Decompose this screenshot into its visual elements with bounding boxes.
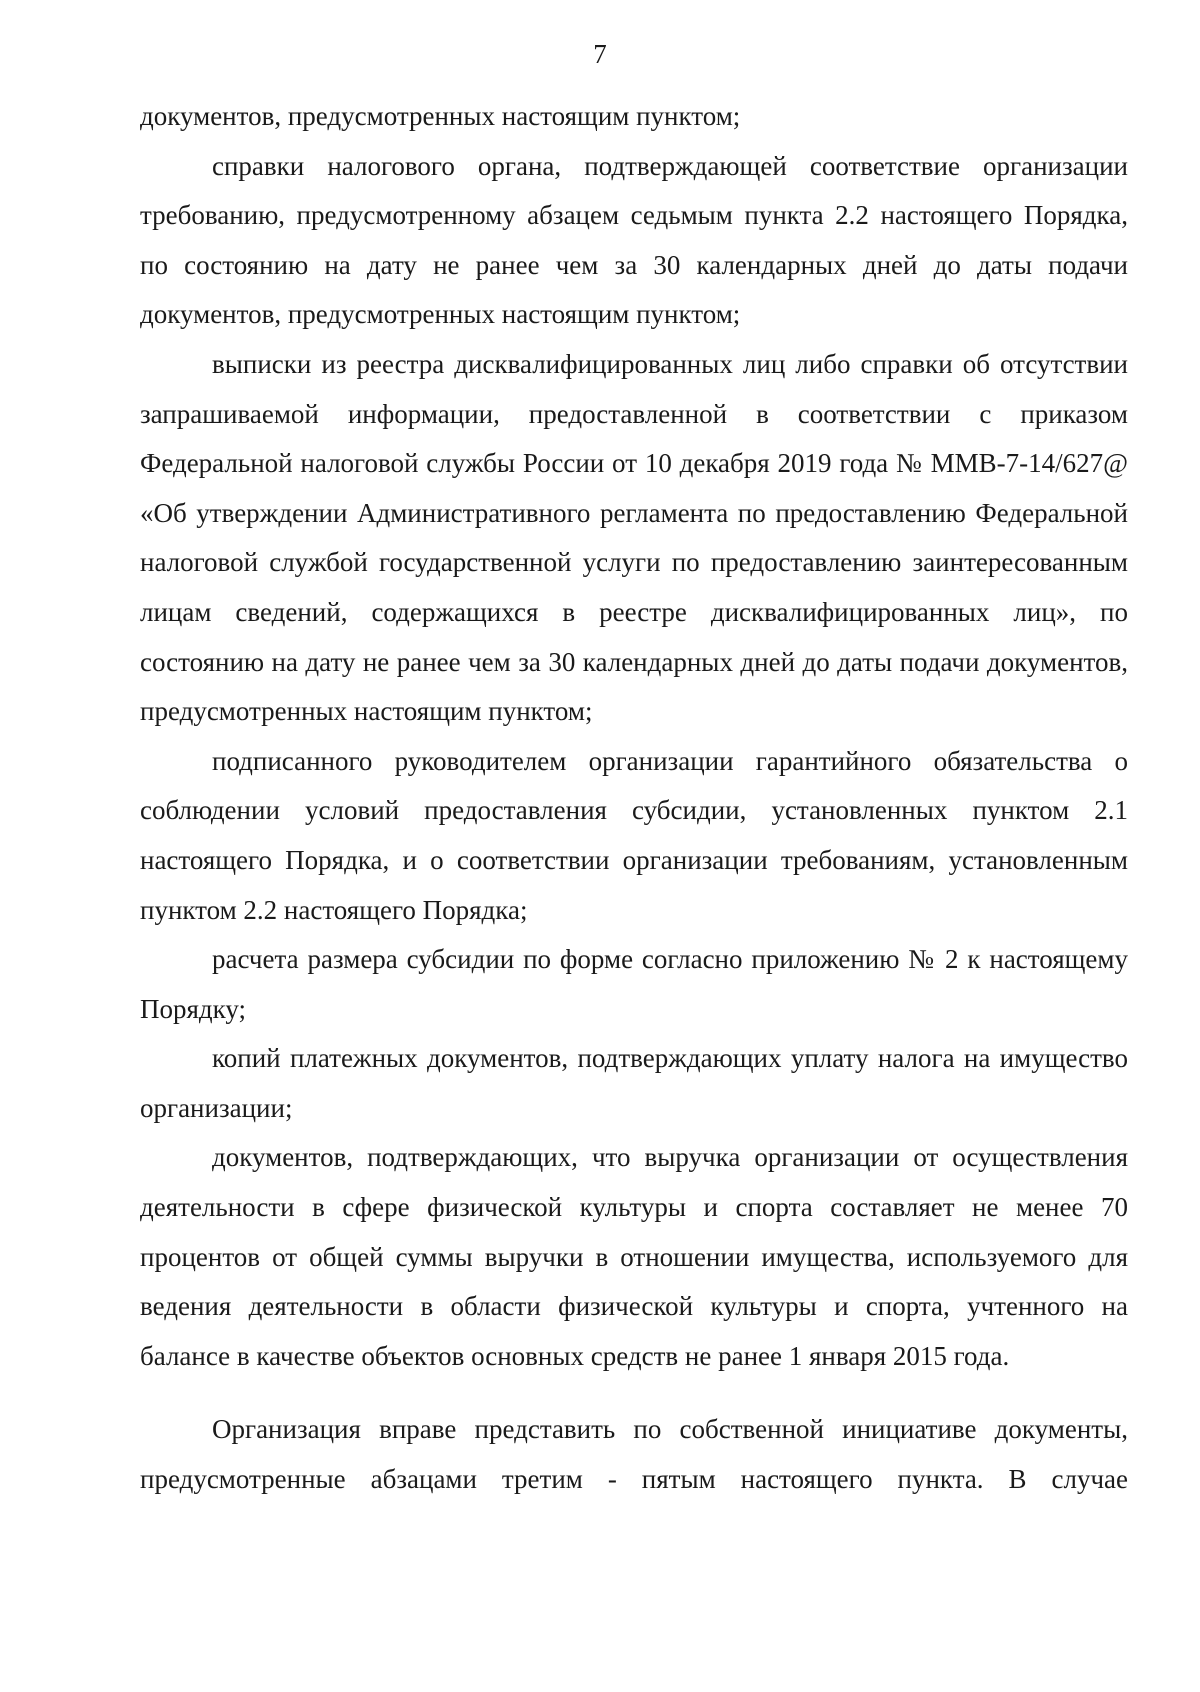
paragraph-payment-documents: копий платежных документов, подтверждающих уплату налога на имущество организации; bbox=[140, 1043, 1128, 1123]
document-body bbox=[140, 92, 1128, 1505]
page-number: 7 bbox=[593, 39, 607, 69]
paragraph-continuation: документов, предусмотренных настоящим пунктом; bbox=[140, 101, 741, 131]
paragraph-subsidy-calculation: расчета размера субсидии по форме согласно приложению № 2 к настоящему Порядку; bbox=[140, 944, 1128, 1024]
paragraph-guarantee-obligation: подписанного руководителем организации гарантийного обязательства о соблюдении условий предоставления субсидии, установленных пунктом 2.1 настоящего Порядка, и о соответствии организации требованиям, установленным пунктом 2.2 настоящего Порядка; bbox=[140, 745, 1128, 925]
paragraph-revenue-documents: документов, подтверждающих, что выручка организации от осуществления деятельности в сфере физической культуры и спорта составляет не менее 70 процентов от общей суммы выручки в отношении имущества, используемого для ведения деятельности в области физической культуры и спорта, учтенного на балансе в качестве объектов основных средств не ранее 1 января 2015 года. bbox=[140, 1142, 1128, 1371]
paragraph-tax-certificate: справки налогового органа, подтверждающей соответствие организации требованию, предусмотренному абзацем седьмым пункта 2.2 настоящего Порядка, по состоянию на дату не ранее чем за 30 календарных дней до даты подачи документов, предусмотренных настоящим пунктом; bbox=[140, 150, 1128, 330]
paragraph-disqualified-registry-extract: выписки из реестра дисквалифицированных лиц либо справки об отсутствии запрашиваемой информации, предоставленной в соответствии с приказом Федеральной налоговой службы России от 10 декабря 2019 года № ММВ-7-14/627@ «Об утверждении Административного регламента по предоставлению Федеральной налоговой службой государственной услуги по предоставлению заинтересованным лицам сведений, содержащихся в реестре дисквалифицированных лиц», по состоянию на дату не ранее чем за 30 календарных дней до даты подачи документов, предусмотренных настоящим пунктом; bbox=[140, 348, 1128, 727]
paragraph-own-initiative: Организация вправе представить по собственной инициативе документы, предусмотренные абзацами третим - пятым настоящего пункта. В случае bbox=[140, 1414, 1128, 1495]
